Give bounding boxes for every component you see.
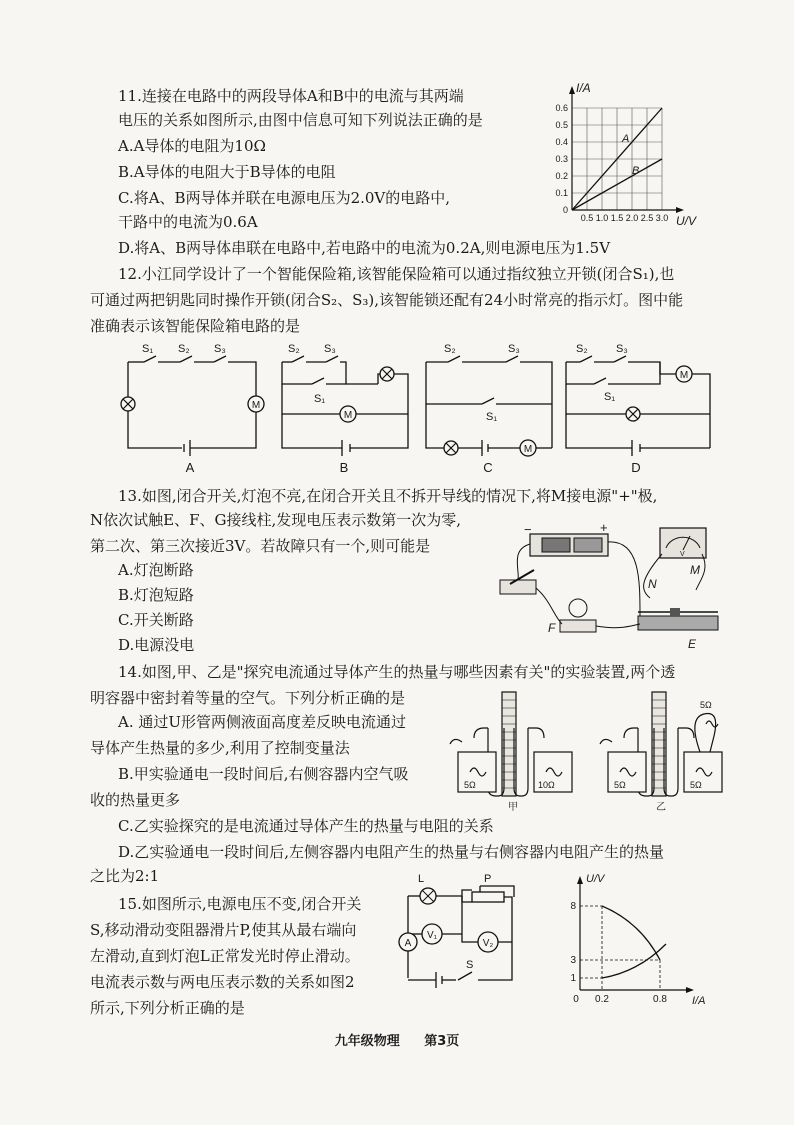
q14-option-a: A. 通过U形管两侧液面高度差反映电流通过 — [118, 713, 407, 731]
jia-left-resistor: 5Ω — [464, 780, 476, 790]
q12-circuit-diagrams — [110, 338, 720, 478]
label-s3: S₃ — [508, 343, 520, 355]
xtick: 3.0 — [655, 213, 669, 223]
q15-line-1: 15.如图所示,电源电压不变,闭合开关 — [118, 895, 362, 913]
lamp — [560, 599, 596, 632]
q14-apparatus — [448, 688, 748, 816]
battery — [530, 534, 608, 556]
minus-sign: − — [524, 522, 532, 537]
xtick: 0.5 — [580, 213, 594, 223]
ytick: 3 — [570, 955, 576, 966]
yi-left-resistor: 5Ω — [614, 780, 626, 790]
circuit-label-a: A — [185, 460, 195, 475]
label-p: P — [484, 873, 492, 885]
label-s3: S₃ — [324, 343, 336, 355]
xtick: 1.0 — [595, 213, 609, 223]
motor-d — [676, 366, 692, 382]
circuit-label-c: C — [483, 460, 493, 475]
xtick: 1.5 — [610, 213, 624, 223]
svg-text:M: M — [343, 410, 353, 421]
q14-line-1: 14.如图,甲、乙是"探究电流通过导体产生的热量与哪些因素有关"的实验装置,两个透 — [118, 663, 676, 681]
ammeter-a — [399, 933, 417, 951]
label-m: M — [690, 563, 700, 577]
circuit-c — [426, 356, 552, 456]
svg-text:M: M — [523, 444, 533, 455]
label-s3: S₃ — [214, 343, 226, 355]
q15-circuit — [396, 872, 546, 1002]
voltmeter — [660, 528, 706, 558]
q15-ylabel: U/V — [586, 873, 605, 885]
q11-option-b: B.A导体的电阻大于B导体的电阻 — [118, 163, 336, 181]
xtick: 0.8 — [653, 994, 667, 1005]
ytick: 0.3 — [555, 154, 568, 164]
ytick: 0 — [562, 205, 568, 215]
q15-xlabel: I/A — [692, 995, 706, 1006]
q14-option-a-cont: 导体产生热量的多少,利用了控制变量法 — [90, 739, 350, 757]
q12-line-1: 12.小江同学设计了一个智能保险箱,该智能保险箱可以通过指纹独立开锁(闭合S₁),也 — [118, 265, 675, 283]
q13-line-3: 第二次、第三次接近3V。若故障只有一个,则可能是 — [90, 537, 431, 555]
label-e: E — [688, 637, 697, 650]
label-s1: S₁ — [604, 391, 616, 403]
label-a: A — [622, 133, 630, 145]
q12-line-3: 准确表示该智能保险箱电路的是 — [90, 317, 301, 335]
svg-text:M: M — [679, 370, 689, 381]
circuit-a — [128, 356, 256, 456]
label-b: B — [632, 165, 640, 177]
footer-subject: 九年级物理 — [334, 1034, 400, 1049]
yi-top-resistor: 5Ω — [700, 700, 712, 710]
curve-v1 — [602, 944, 666, 978]
q14-option-d-cont: 之比为2:1 — [90, 867, 160, 885]
q11-option-c: C.将A、B两导体并联在电源电压为2.0V的电路中, — [118, 189, 451, 207]
ytick: 8 — [570, 901, 576, 912]
label-s1: S₁ — [314, 393, 326, 405]
motor-c — [520, 440, 536, 456]
label-s2: S₂ — [444, 343, 456, 355]
xtick: 2.0 — [625, 213, 639, 223]
q11-xlabel: U/V — [676, 214, 697, 228]
rheostat — [638, 608, 718, 630]
curve-v2 — [602, 906, 660, 960]
ytick: 0.2 — [555, 171, 568, 181]
svg-text:V: V — [680, 551, 685, 558]
q11-option-a: A.A导体的电阻为10Ω — [118, 137, 266, 155]
q13-line-2: N依次试触E、F、G接线柱,发现电压表示数第一次为零, — [90, 511, 462, 529]
ytick: 1 — [570, 973, 576, 984]
q14-option-b-cont: 收的热量更多 — [90, 791, 181, 809]
q13-option-d: D.电源没电 — [118, 636, 195, 654]
q13-option-a: A.灯泡断路 — [118, 561, 194, 579]
voltmeter-v2 — [478, 932, 498, 952]
q11-option-c-cont: 干路中的电流为0.6A — [118, 213, 258, 231]
label-l: L — [418, 873, 425, 885]
jia-right-resistor: 10Ω — [538, 780, 555, 790]
xtick: 0.2 — [595, 994, 609, 1005]
label-s1: S₁ — [486, 411, 498, 423]
q11-line-1: 11.连接在电路中的两段导体A和B中的电流与其两端 — [118, 87, 464, 105]
ytick: 0.1 — [555, 188, 568, 198]
footer-page-number: 第3页 — [424, 1034, 460, 1049]
circuit-label-b: B — [339, 460, 349, 475]
ytick: 0.4 — [555, 137, 568, 147]
ytick: 0.5 — [555, 120, 568, 130]
motor-b — [340, 406, 356, 422]
q13-option-b: B.灯泡短路 — [118, 586, 194, 604]
ytick: 0.6 — [555, 103, 568, 113]
label-s2: S₂ — [576, 343, 588, 355]
label-s: S — [466, 959, 474, 971]
label-s3: S₃ — [616, 343, 628, 355]
yi-label: 乙 — [656, 802, 666, 813]
q15-line-4: 电流表示数与两电压表示数的关系如图2 — [90, 973, 355, 991]
label-s2: S₂ — [178, 343, 190, 355]
circuit-label-d: D — [631, 460, 641, 475]
svg-text:V₁: V₁ — [426, 930, 438, 941]
q14-option-c: C.乙实验探究的是电流通过导体产生的热量与电阻的关系 — [118, 817, 494, 835]
label-s1: S₁ — [142, 343, 154, 355]
jia-label: 甲 — [508, 802, 518, 813]
yi-right-resistor: 5Ω — [690, 780, 702, 790]
q11-iu-graph — [540, 78, 700, 228]
q14-option-d: D.乙实验通电一段时间后,左侧容器内电阻产生的热量与右侧容器内电阻产生的热量 — [118, 843, 665, 861]
page-footer — [0, 1030, 794, 1049]
q11-option-d: D.将A、B两导体串联在电路中,若电路中的电流为0.2A,则电源电压为1.5V — [118, 239, 611, 257]
label-f: F — [548, 621, 556, 635]
q15-line-5: 所示,下列分析正确的是 — [90, 999, 245, 1017]
label-n: N — [648, 577, 657, 591]
plus-sign: + — [600, 520, 608, 535]
q12-line-2: 可通过两把钥匙同时操作开锁(闭合S₂、S₃),该智能锁还配有24小时常亮的指示灯。图中能 — [90, 291, 684, 309]
svg-text:M: M — [251, 400, 261, 411]
q13-option-c: C.开关断路 — [118, 611, 194, 629]
q13-line-1: 13.如图,闭合开关,灯泡不亮,在闭合开关且不拆开导线的情况下,将M接电源"+"极, — [118, 487, 658, 505]
q14-option-b: B.甲实验通电一段时间后,右侧容器内空气吸 — [118, 765, 409, 783]
q13-apparatus — [490, 520, 730, 650]
q14-line-2: 明容器中密封着等量的空气。下列分析正确的是 — [90, 689, 406, 707]
q15-graph — [560, 872, 710, 1006]
svg-text:A: A — [404, 938, 412, 949]
q15-line-2: S,移动滑动变阻器滑片P,使其从最右端向 — [90, 921, 357, 939]
q11-line-2: 电压的关系如图所示,由图中信息可知下列说法正确的是 — [118, 111, 483, 129]
q11-ylabel: I/A — [576, 81, 591, 95]
xtick: 2.5 — [640, 213, 654, 223]
label-s2: S₂ — [288, 343, 300, 355]
q15-line-3: 左滑动,直到灯泡L正常发光时停止滑动。 — [90, 947, 360, 965]
xtick: 0 — [573, 994, 579, 1005]
lamp-l — [420, 888, 436, 904]
motor-a — [248, 396, 264, 412]
voltmeter-v1 — [422, 924, 442, 944]
svg-text:V₂: V₂ — [482, 938, 494, 949]
